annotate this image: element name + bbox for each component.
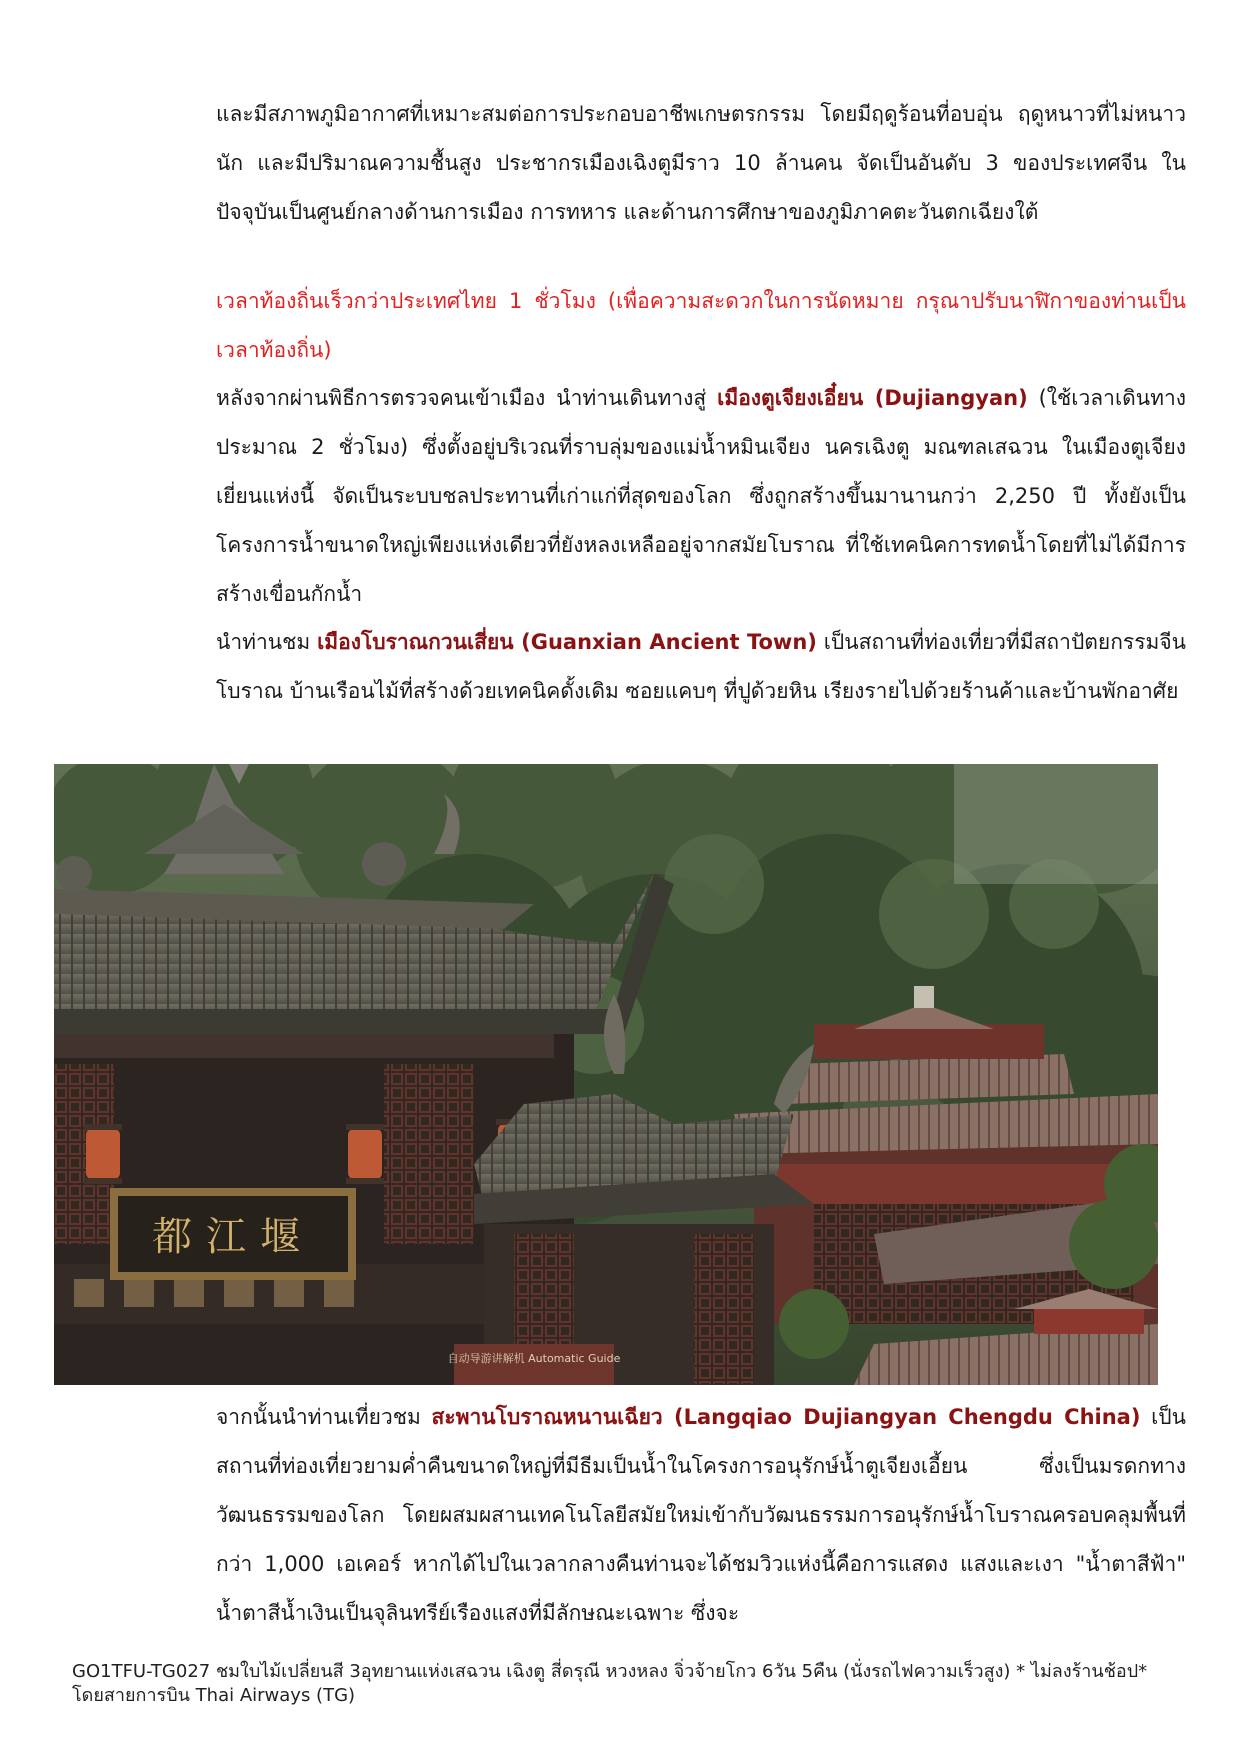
paragraph-langqiao: [216, 1393, 1186, 1638]
ancient-town-photo: [54, 764, 1158, 1385]
audio-guide-sign: 自动导游讲解机 Automatic Guide: [447, 1352, 621, 1365]
dujiangyan-highlight: เมืองตูเจียงเอี๋ยน (Dujiangyan): [717, 386, 1028, 410]
paragraph-climate: และมีสภาพภูมิอากาศที่เหมาะสมต่อการประกอบอาชีพเกษตรกรรม โดยมีฤดูร้อนที่อบอุ่น ฤดูหนาวที่ไม่หนาวนัก และมีปริมาณความชื้นสูง ประชากรเมืองเฉิงตูมีราว 10 ล้านคน จัดเป็นอันดับ 3 ของประเทศจีน ในปัจจุบันเป็นศูนย์กลางด้านการเมือง การทหาร และด้านการศึกษาของภูมิภาคตะวันตกเฉียงใต้: [216, 102, 1186, 224]
guanxian-highlight: เมืองโบราณกวนเสี่ยน (Guanxian Ancient Town): [317, 630, 817, 654]
langqiao-description: เป็นสถานที่ท่องเที่ยวยามค่ำคืนขนาดใหญ่ที่มีธีมเป็นน้ำในโครงการอนุรักษ์น้ำตูเจียงเอี้ยน ซึ่งเป็นมรดกทางวัฒนธรรมของโลก โดยผสมผสานเทคโนโลยีสมัยใหม่เข้ากับวัฒนธรรมการอนุรักษ์น้ำโบราณครอบคลุมพื้นที่กว่า 1,000 เอเคอร์ หากได้ไปในเวลากลางคืนท่านจะได้ชมวิวแห่งนี้คือการแสดง แสงและเงา "น้ำตาสีฟ้า" น้ำตาสีน้ำเงินเป็นจุลินทรีย์เรืองแสงที่มีลักษณะเฉพาะ ซึ่งจะ: [216, 1405, 1186, 1625]
paragraph-guanxian: [216, 618, 1186, 716]
langqiao-intro: จากนั้นนำท่านเที่ยวชม: [216, 1405, 432, 1429]
guanxian-description: เป็นสถานที่ท่องเที่ยวที่มีสถาปัตยกรรมจีนโบราณ บ้านเรือนไม้ที่สร้างด้วยเทคนิคดั้งเดิม ซอยแคบๆ ที่ปูด้วยหิน เรียงรายไปด้วยร้านค้าและบ้านพักอาศัย: [216, 630, 1186, 703]
dujiangyan-intro: หลังจากผ่านพิธีการตรวจคนเข้าเมือง นำท่านเดินทางสู่: [216, 386, 718, 410]
langqiao-highlight: สะพานโบราณหนานเฉียว (Langqiao Dujiangyan Chengdu China): [431, 1405, 1141, 1429]
paragraph-dujiangyan: [216, 374, 1186, 619]
local-time-note: เวลาท้องถิ่นเร็วกว่าประเทศไทย 1 ชั่วโมง (เพื่อความสะดวกในการนัดหมาย กรุณาปรับนาฬิกาของท่านเป็นเวลาท้องถิ่น): [216, 289, 1186, 362]
dujiangyan-description: (ใช้เวลาเดินทางประมาณ 2 ชั่วโมง) ซึ่งตั้งอยู่บริเวณที่ราบลุ่มของแม่น้ำหมินเจียง นครเฉิงตู มณฑลเสฉวน ในเมืองตูเจียงเยี่ยนแห่งนี้ จัดเป็นระบบชลประทานที่เก่าแก่ที่สุดของโลก ซึ่งถูกสร้างขึ้นมานานกว่า 2,250 ปี ทั้งยังเป็นโครงการน้ำขนาดใหญ่เพียงแห่งเดียวที่ยังหลงเหลืออยู่จากสมัยโบราณ ที่ใช้เทคนิคการทดน้ำโดยที่ไม่ได้มีการสร้างเขื่อนกักน้ำ: [216, 386, 1186, 606]
gate-sign-text: 都江堰: [152, 1214, 314, 1260]
tour-code-footer: GO1TFU-TG027 ชมใบไม้เปลี่ยนสี 3อุทยานแห่งเสฉวน เฉิงตู สี่ดรุณี หวงหลง จิ่วจ้ายโกว 6วัน 5คืน (นั่งรถไฟความเร็วสูง) * ไม่ลงร้านช้อป* โดยสายการบิน Thai Airways (TG): [72, 1661, 1148, 1706]
guanxian-intro: นำท่านชม: [216, 630, 318, 654]
